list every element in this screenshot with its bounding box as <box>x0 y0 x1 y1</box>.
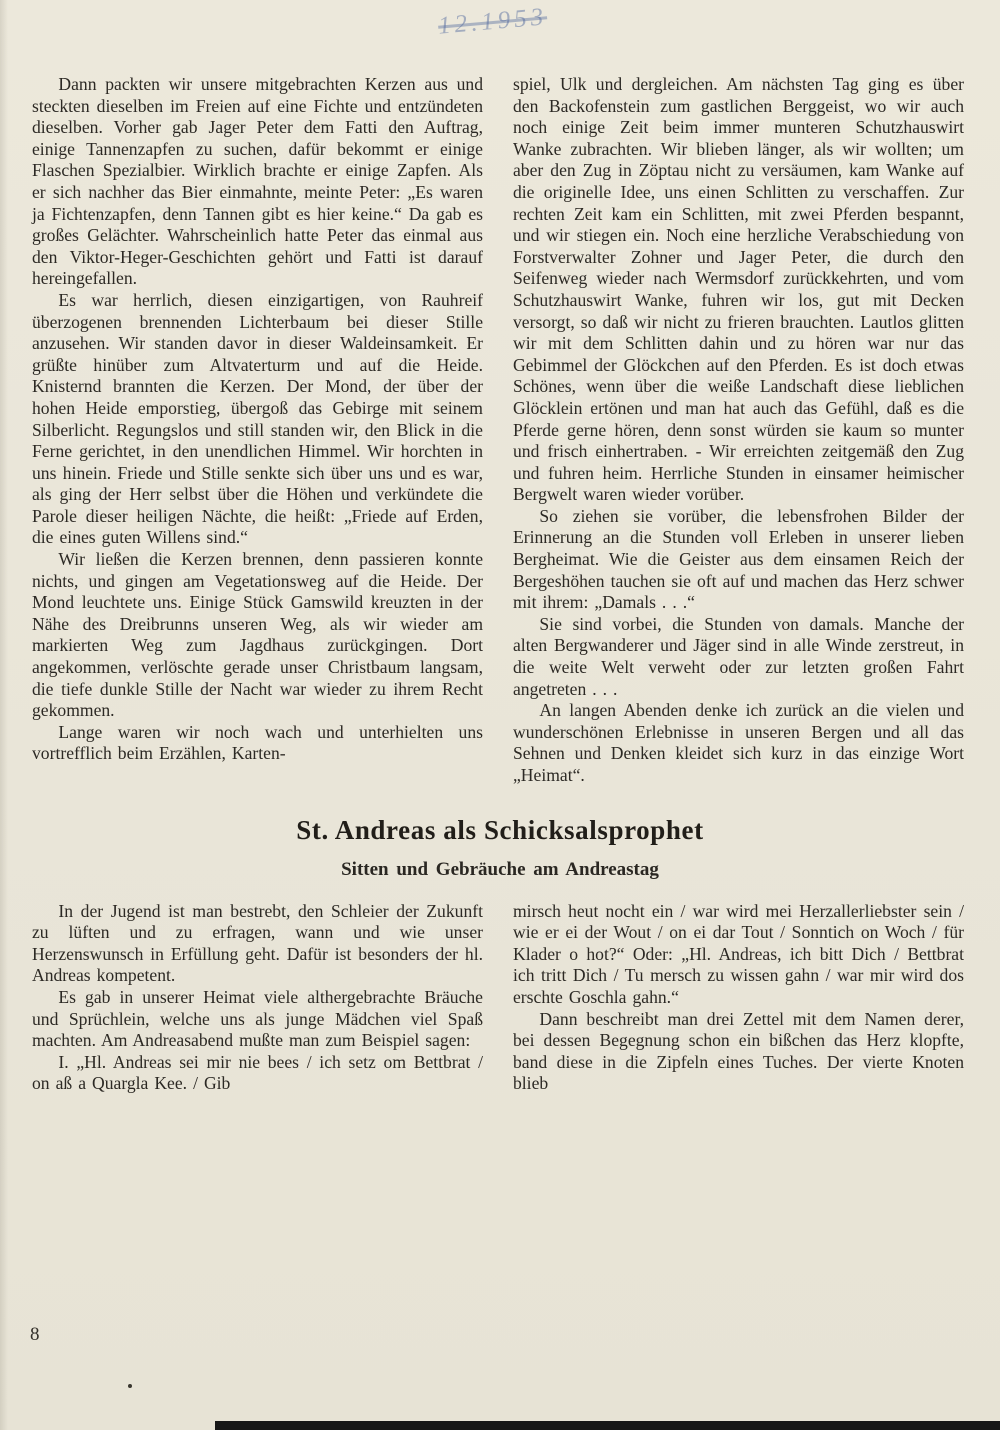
memories-right-column <box>513 74 964 787</box>
article-title: St. Andreas als Schicksalsprophet <box>296 814 704 845</box>
scan-edge-strip <box>215 1421 1000 1430</box>
paragraph: Dann beschreibt man drei Zettel mit dem Namen derer, bei dessen Begegnung schon ein bißchen das Herz klopfte, band diese in die Zipfeln eines Tuches. Der vierte Knoten blieb <box>513 1008 964 1094</box>
paragraph: Wir ließen die Kerzen brennen, denn passieren konnte nichts, und gingen am Vegetationsweg auf die Heide. Der Mond leuchtete uns. Einige Stück Gamswild kreuzten in der Nähe des Dreibrunns unseren Weg, als wir wieder am markierten Weg zum Jagdhaus zurückgingen. Dort angekommen, verlöschte gerade unser Christbaum langsam, die tiefe dunkle Stille der Nacht war wieder zu ihrem Recht gekommen. <box>32 549 483 721</box>
paragraph: In der Jugend ist man bestrebt, den Schleier der Zukunft zu lüften und zu erfragen, wann und wie unser Herzenswunsch in Erfüllung geht. Dafür ist besonders der hl. Andreas kompetent. <box>32 900 483 986</box>
paragraph: An langen Abenden denke ich zurück an die vielen und wunderschönen Erlebnisse in unseren Bergen und all das Sehnen und Denken kleidet sich kurz in das einzige Wort „Heimat“. <box>513 700 964 785</box>
page-number: 8 <box>30 1324 40 1345</box>
paragraph: mirsch heut nocht ein / war wird mei Herzallerliebster sein / wie er ei der Wout / on ei dar Tout / Sonntich on Woch / für Klader o hot?“ Oder: „Hl. Andreas, ich bitt Dich / Bettbrat ich tritt Dich / Tu mersch zu wissen gahn / war mir wird dos erschte Goschla gahn.“ <box>513 900 964 1007</box>
andreas-left-column <box>32 901 483 1095</box>
paragraph: Es war herrlich, diesen einzigartigen, von Rauhreif überzogenen brennenden Lichterbaum bei dieser Stille anzusehen. Wir standen davor in dieser Waldeinsamkeit. Er grüßte hinüber zum Altvaterturm und auf die Heide. Knisternd brannten die Kerzen. Der Mond, der über der hohen Heide emporstieg, übergoß das Gebirge mit seinem Silberlicht. Regungslos und still standen wir, den Blick in die Ferne gerichtet, in den unendlichen Himmel. Wir horchten in uns hinein. Friede und Stille senkte sich über uns und es war, als ging der Herr selbst über die Höhen und verkündete die Parole dieser heiligen Nächte, die heißt: „Friede auf Erden, die eines guten Willens sind.“ <box>32 289 483 548</box>
paragraph: Lange waren wir noch wach und unterhielten uns vortrefflich beim Erzählen, Karten- <box>32 721 483 764</box>
handwritten-note: 12.1953 <box>436 3 549 40</box>
paragraph: Sie sind vorbei, die Stunden von damals. Manche der alten Bergwanderer und Jäger sind in alle Winde zerstreut, in die weite Welt verweht oder zur letzten großen Fahrt angetreten . . . <box>513 613 964 699</box>
scan-artifact <box>128 1384 132 1388</box>
paragraph: spiel, Ulk und dergleichen. Am nächsten Tag ging es über den Backofenstein zum gastlichen Berggeist, wo wir auch noch einige Zeit beim immer munteren Schutzhauswirt Wanke zubrachten. Wir blieben länger, als wir wollten; um aber den Zug in Zöptau nicht zu versäumen, kam Wanke auf die originelle Idee, uns einen Schlitten zu verschaffen. Zur rechten Zeit kam ein Schlitten, mit zwei Pferden bespannt, und wir stiegen ein. Noch eine herzliche Verabschiedung von Forstverwalter Zohner und Jager Peter, die durch den Seifenweg wieder nach Wermsdorf zurückkehrten, und vom Schutzhauswirt Wanke, fuhren wir los, gut mit Decken versorgt, so daß wir nicht zu frieren brauchten. Lautlos glitten wir mit dem Schlitten dahin und zu hören war nur das Gebimmel der Glöckchen auf den Pferden. Es ist doch etwas Schönes, wenn über die weiße Landschaft diese lieblichen Glöcklein ertönen und man hat auch das Gefühl, daß es die Pferde gerne hören, denn sonst würden sie kaum so munter und frisch einhertraben. - Wir erreichten zeitgemäß den Zug und fuhren heim. Herrliche Stunden in einsamer heimischer Bergwelt waren wieder vorüber. <box>513 74 964 505</box>
paragraph: Es gab in unserer Heimat viele althergebrachte Bräuche und Sprüchlein, welche uns als junge Mädchen viel Spaß machten. Am Andreasabend mußte man zum Beispiel sagen: <box>32 986 483 1051</box>
paragraph: So ziehen sie vorüber, die lebensfrohen Bilder der Erinnerung an die Stunden voll Erleben in unserer lieben Bergheimat. Wie die Geister aus dem einsamen Reich der Bergeshöhen tauchen sie oft auf und machen das Herz schwer mit ihrem: „Damals . . .“ <box>513 505 964 613</box>
memories-article <box>32 0 964 787</box>
paragraph: Dann packten wir unsere mitgebrachten Kerzen aus und steckten dieselben im Freien auf eine Fichte und entzündeten dieselben. Vorher gab Jager Peter dem Fatti den Auftrag, einige Tannenzapfen zu suchen, dafür bekommt er einige Flaschen Spezialbier. Wirklich brachte er einige Zapfen. Als er sich nachher das Bier einmahnte, meinte Peter: „Es waren ja Fichtenzapfen, denn Tannen gibt es hier keine.“ Da gab es großes Gelächter. Wahrscheinlich hatte Peter das einmal aus den Viktor-Heger-Geschichten gehört und Fatti ist darauf hereingefallen. <box>32 74 483 289</box>
article-subtitle: Sitten und Gebräuche am Andreastag <box>341 858 659 880</box>
page-edge-shadow <box>0 0 8 1430</box>
andreas-article <box>32 901 964 1095</box>
paragraph: I. „Hl. Andreas sei mir nie bees / ich setz om Bettbrat / on aß a Quargla Kee. / Gib <box>32 1051 483 1094</box>
andreas-right-column <box>513 901 964 1095</box>
memories-left-column <box>32 74 483 787</box>
